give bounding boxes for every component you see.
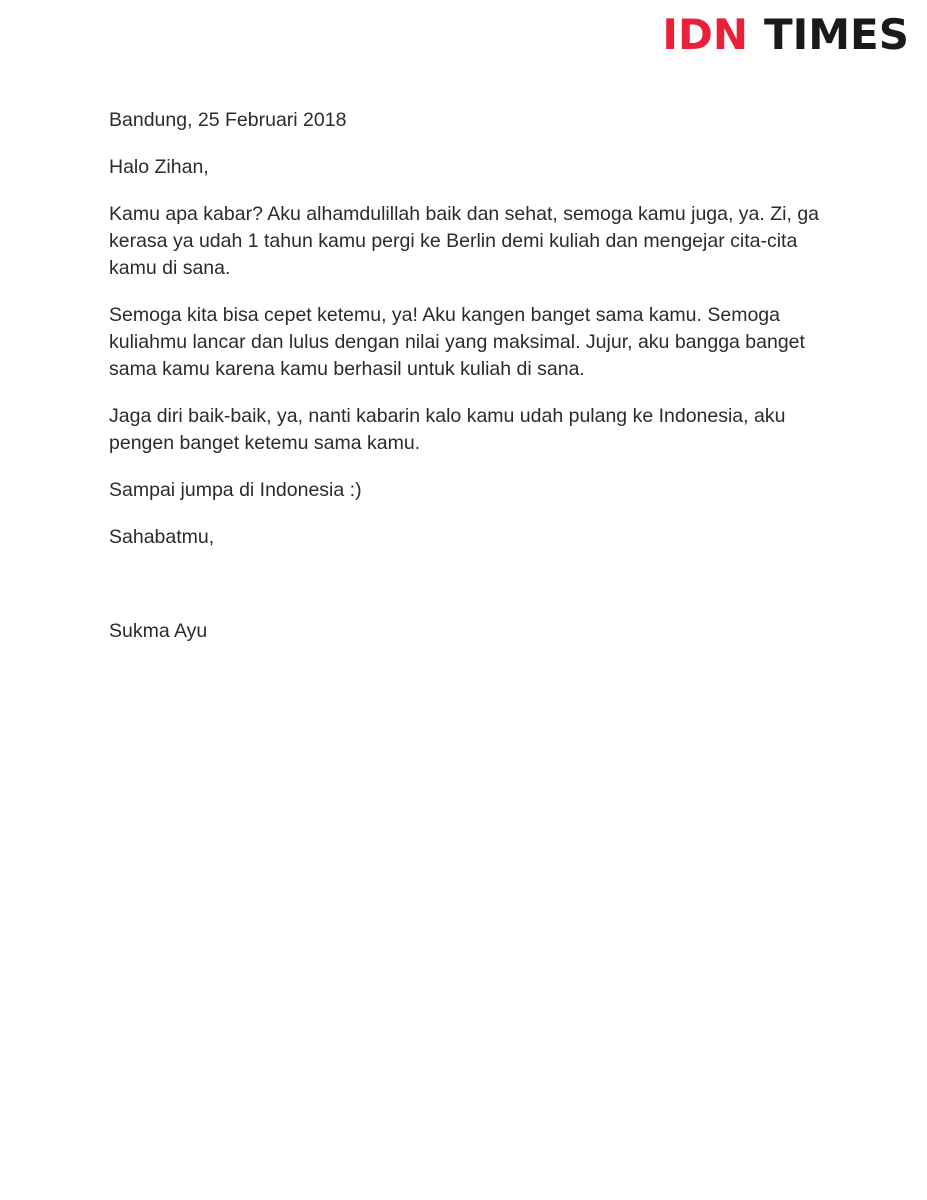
letter-closing: Sahabatmu,: [109, 526, 215, 548]
logo-times-text: TIMES: [763, 10, 909, 59]
letter-sender: Sukma Ayu: [109, 620, 208, 642]
idn-times-logo: [662, 10, 909, 59]
letter-place-date: Bandung, 25 Februari 2018: [109, 109, 347, 131]
letter-body: [109, 107, 829, 665]
signature-space: [109, 571, 829, 618]
letter-paragraph: Semoga kita bisa cepet ketemu, ya! Aku kangen banget sama kamu. Semoga kuliahmu lancar dan lulus dengan nilai yang maksimal. Jujur, aku bangga banget sama kamu karena kamu berhasil untuk kuliah di sana.: [109, 304, 805, 380]
logo-idn-text: IDN: [662, 10, 748, 59]
letter-farewell: Sampai jumpa di Indonesia :): [109, 479, 362, 501]
letter-paragraph: Kamu apa kabar? Aku alhamdulillah baik dan sehat, semoga kamu juga, ya. Zi, ga kerasa ya udah 1 tahun kamu pergi ke Berlin demi kuliah dan mengejar cita-cita kamu di sana.: [109, 203, 820, 279]
letter-greeting: Halo Zihan,: [109, 156, 209, 178]
letter-paragraph: Jaga diri baik-baik, ya, nanti kabarin kalo kamu udah pulang ke Indonesia, aku pengen banget ketemu sama kamu.: [109, 405, 786, 454]
